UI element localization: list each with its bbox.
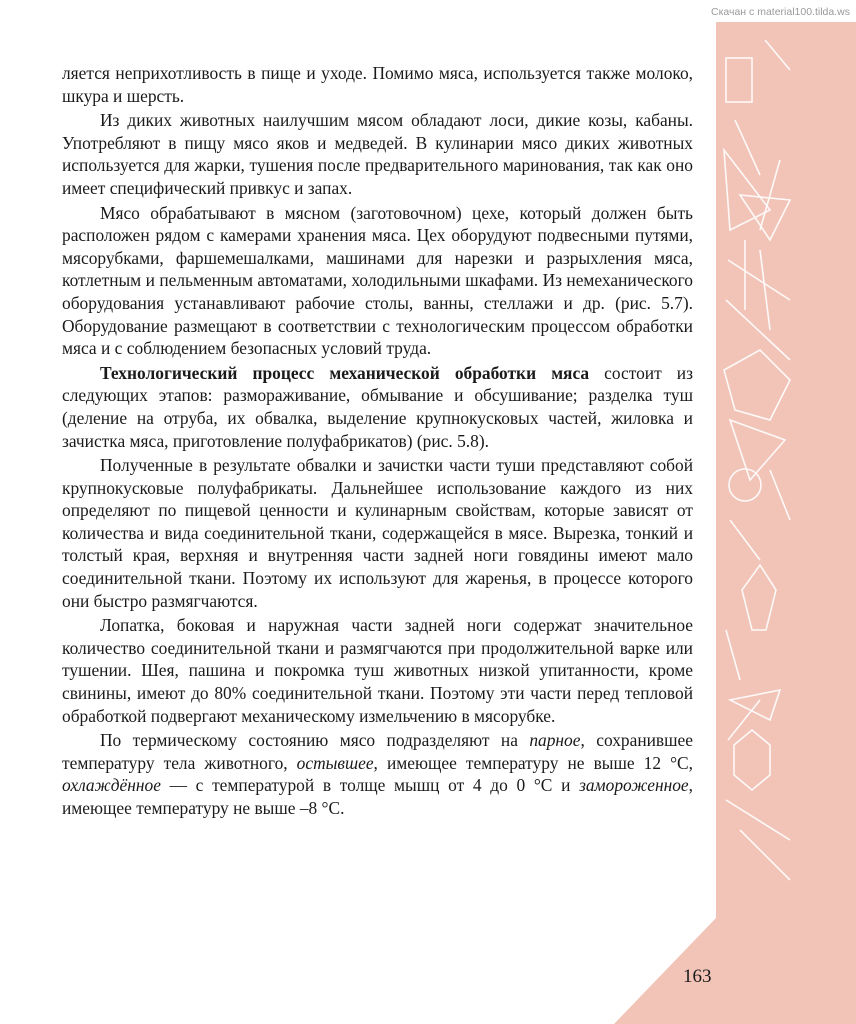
italic-term: остывшее bbox=[296, 752, 374, 773]
paragraph bbox=[62, 202, 693, 360]
paragraph-text: Полученные в результате обвалки и зачистки части туши представляют собой крупнокусковые полуфабрикаты. Дальнейшее использование каждого из них определяют по пищевой ценности и кулинарным свойствам, которые зависят от количества и вида соединительной ткани, содержащейся в мясе. Вырезка, тонкий и толстый края, верхняя и внутренняя части задней ноги говядины имеют мало соединительной ткани. Поэтому их используют для жаренья, в процессе которого они быстро размягчаются. bbox=[62, 455, 693, 611]
paragraph-text: , имеющее температуру не выше 12 °С, bbox=[373, 752, 693, 773]
paragraph-text: Мясо обрабатывают в мясном (заготовочном) цехе, который должен быть расположен рядом с камерами хранения мяса. Цех оборудуют подвесными путями, мясорубками, фаршемешалками, машинами для нарезки и разрыхления мяса, котлетным и пельменным автоматами, холодильными шкафами. Из немеханического оборудования устанавливают рабочие столы, ванны, стеллажи и др. (рис. 5.7). Оборудование размещают в соответствии с технологическим процессом обработки мяса и с соблюдением безопасных условий труда. bbox=[62, 202, 693, 359]
download-watermark: Скачан с material100.tilda.ws bbox=[710, 6, 850, 18]
bold-term: Технологический процесс механической обработки мяса bbox=[100, 362, 590, 383]
paragraph-text: ляется неприхотливость в пище и уходе. Помимо мяса, используется также молоко, шкура и шерсть. bbox=[62, 63, 693, 106]
paragraph-text: Из диких животных наилучшим мясом обладают лоси, дикие козы, кабаны. Употребляют в пищу мясо яков и медведей. В кулинарии мясо диких животных используется для жарки, тушения после предварительного маринования, так как оно имеет специфический привкус и запах. bbox=[62, 110, 693, 198]
paragraph bbox=[62, 454, 693, 612]
italic-term: парное bbox=[529, 730, 581, 751]
paragraph bbox=[62, 729, 693, 819]
paragraph bbox=[62, 614, 693, 727]
paragraph bbox=[62, 109, 693, 199]
paragraph-text: — с температурой в толще мышц от 4 до 0 °С и bbox=[160, 775, 580, 796]
paragraph-text: состоит из следующих этапов: размораживание, обмывание и обсушивание; разделка туш (деление на отруба, их обвалка, выделение крупнокусковых частей, жиловка и зачистка мяса, приготовление полуфабрикатов) (рис. 5.8). bbox=[62, 362, 693, 451]
italic-term: охлаждённое bbox=[62, 775, 161, 796]
page-number: 163 bbox=[683, 966, 712, 987]
paragraph-text: , сохранившее температуру тела животного, bbox=[62, 730, 693, 773]
italic-term: замороженное bbox=[579, 775, 689, 796]
body-text bbox=[62, 62, 693, 822]
paragraph bbox=[62, 362, 693, 452]
paragraph-text: , имеющее температуру не выше –8 °С. bbox=[62, 775, 693, 818]
paragraph bbox=[62, 62, 693, 107]
paragraph-text: Лопатка, боковая и наружная части задней ноги содержат значительное количество соединительной ткани и размягчаются при продолжительной варке или тушении. Шея, пашина и покромка туш животных низкой упитанности, кроме свинины, имеют до 80% соединительной ткани. Поэтому эти части перед тепловой обработкой подвергают механическому измельчению в мясорубке. bbox=[62, 615, 693, 726]
paragraph-text: По термическому состоянию мясо подразделяют на bbox=[100, 730, 530, 751]
